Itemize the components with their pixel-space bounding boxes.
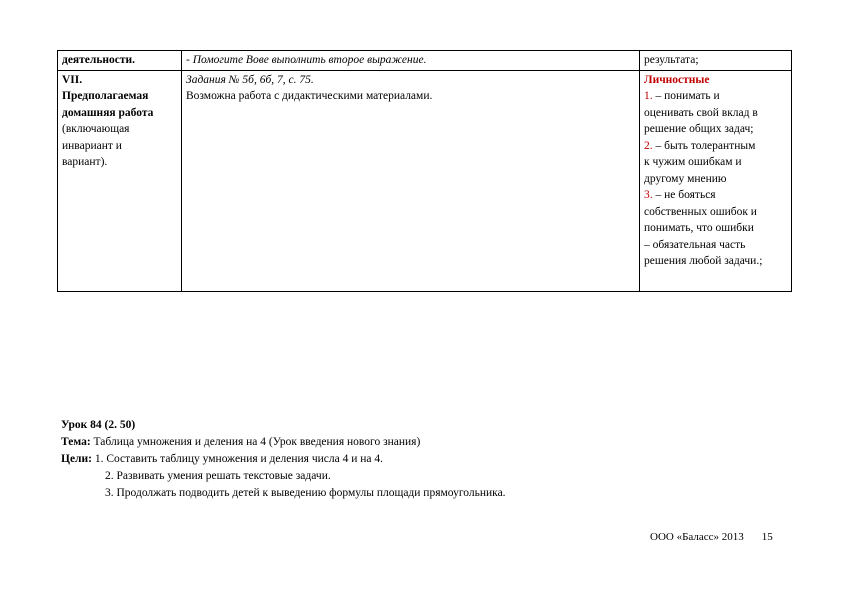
goal-item: 2. Развивать умения решать текстовые задачи. (105, 470, 331, 482)
result-text: результата; (644, 54, 699, 66)
stage-title-line: Предполагаемая (62, 90, 149, 102)
result-line: – обязательная часть (644, 238, 746, 251)
goal-item: 1. Составить таблицу умножения и деления числа 4 и на 4. (91, 453, 384, 465)
stage-number: VII. (62, 73, 83, 86)
stage-text: деятельности. (62, 54, 136, 66)
result-number: 1. (644, 90, 653, 102)
homework-tasks: Задания № 5б, 6б, 7, с. 75. (186, 73, 314, 86)
goal-item: 3. Продолжать подводить детей к выведению формулы площади прямоугольника. (105, 487, 506, 499)
table-cell-results (640, 51, 792, 71)
lesson-goals (61, 451, 506, 468)
topic-label: Тема: (61, 436, 91, 448)
table-cell-stage (58, 51, 182, 71)
stage-title-line: домашняя работа (62, 106, 154, 119)
stage-note-line: (включающая (62, 123, 130, 135)
table-row (58, 70, 792, 291)
result-number: 2. (644, 139, 653, 152)
page-number: 15 (761, 531, 773, 543)
stage-note-line: инвариант и (62, 139, 122, 152)
stage-note-line: вариант). (62, 156, 108, 168)
task-text: - Помогите Вове выполнить второе выражение. (186, 54, 427, 66)
topic-text: Таблица умножения и деления на 4 (Урок введения нового знания) (90, 436, 421, 448)
lesson-topic (61, 434, 506, 451)
table-cell-content (182, 51, 640, 71)
lesson-header (61, 417, 506, 502)
table-cell-results (640, 70, 792, 291)
lesson-plan-table (57, 50, 792, 292)
result-number: 3. (644, 189, 653, 201)
result-item: 1. – понимать и (644, 90, 720, 102)
table-row (58, 51, 792, 71)
table-cell-content (182, 70, 640, 291)
homework-note: Возможна работа с дидактическими материалами. (186, 90, 433, 102)
result-line: понимать, что ошибки (644, 222, 754, 234)
result-line: оценивать свой вклад в (644, 106, 758, 119)
footer-company: ООО «Баласс» 2013 (650, 531, 744, 543)
result-line: решение общих задач; (644, 123, 754, 135)
page-footer (650, 531, 773, 543)
result-line: решения любой задачи.; (644, 255, 763, 267)
result-line: собственных ошибок и (644, 205, 757, 218)
goals-label: Цели: (61, 453, 92, 465)
table-cell-stage (58, 70, 182, 291)
result-line: к чужим ошибкам и (644, 156, 742, 168)
result-item: 3. – не бояться (644, 189, 716, 201)
lesson-title: Урок 84 (2. 50) (61, 419, 136, 431)
personal-results-heading: Личностные (644, 73, 710, 86)
result-line: другому мнению (644, 172, 727, 185)
result-item: 2. – быть толерантным (644, 139, 756, 152)
